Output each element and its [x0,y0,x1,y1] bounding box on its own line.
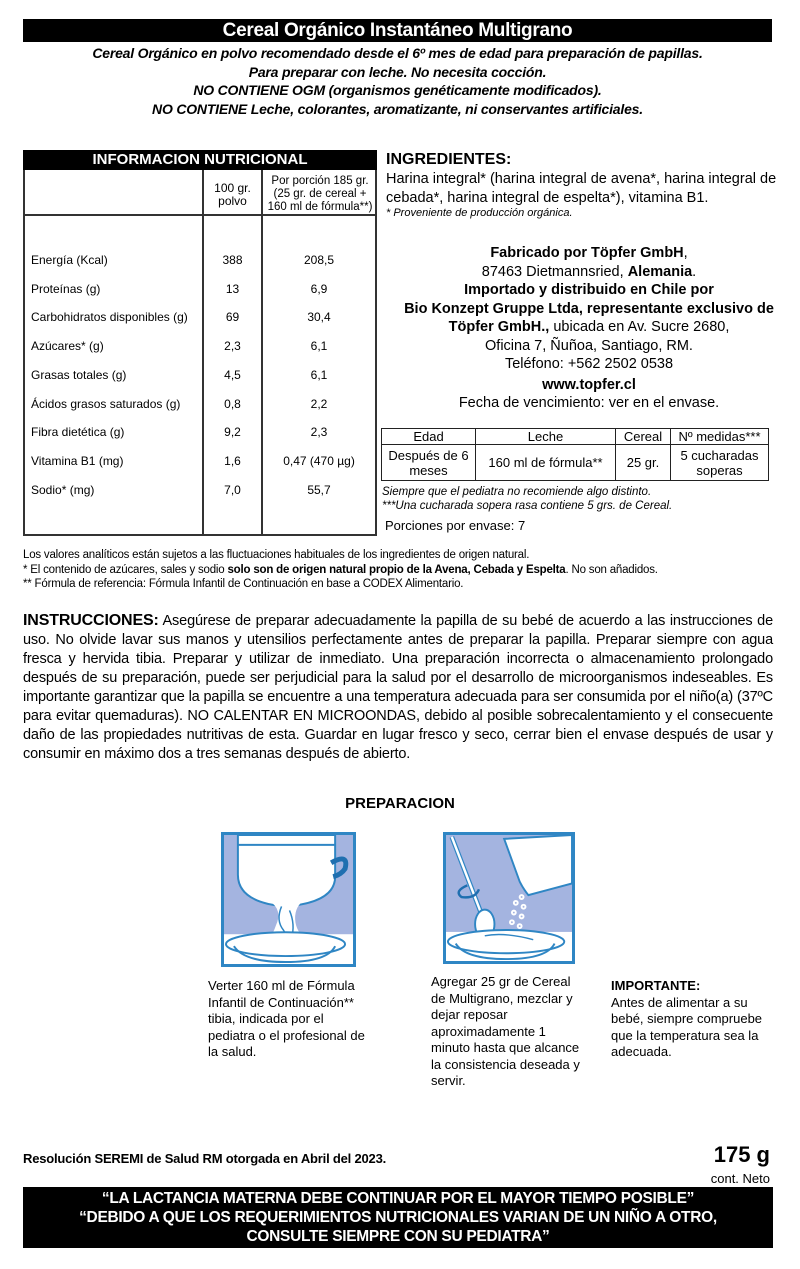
nutrition-table [23,150,377,536]
distributor-name: Töpfer GmbH., [448,319,550,335]
location-line [378,318,800,337]
made-by: Fabricado por Töpfer GmbH [490,245,684,261]
ingredients-heading: INGREDIENTES: [386,151,512,168]
website-link[interactable]: www.topfer.cl [542,376,636,393]
punctuation: , [683,245,688,261]
website-line [378,376,800,395]
country: Alemania [627,263,693,280]
value-per-portion: 2,3 [310,425,328,440]
imported-line [378,281,800,300]
important-note [611,978,781,1061]
nutrition-row [25,480,375,500]
value-per-portion: 2,2 [310,396,328,411]
nutrition-row [25,307,375,327]
footnote-emphasis: solo son de origen natural propio de la Avena, Cebada y Espelta [227,563,566,576]
nutrition-row [25,250,375,270]
net-weight-label: cont. Neto [710,1171,770,1186]
expiry-note: Fecha de vencimiento: ver en el envase. [458,395,720,411]
dosage-notes [382,485,672,513]
preparation-step-2: Agregar 25 gr de Cereal de Multigrano, mezclar y dejar reposar aproximadamente 1 minuto hasta que alcance la consistencia deseada y servir. [431,974,580,1088]
dosage-note: ***Una cucharada sopera rasa contiene 5 grs. de Cereal. [382,500,673,512]
dosage-age: Después de 6 meses [382,445,476,481]
address-line [378,263,800,282]
dosage-milk: 160 ml de fórmula** [476,445,616,481]
banner-line: “LA LACTANCIA MATERNA DEBE CONTINUAR POR EL MAYOR TIEMPO POSIBLE” [101,1190,695,1207]
product-title: Cereal Orgánico Instantáneo Multigrano [23,19,772,42]
column-header-per-100g: 100 gr. polvo [214,181,251,208]
nutrient-name: Azúcares* (g) [31,339,104,354]
nutrition-row [25,451,375,471]
value-per-100g: 1,6 [224,453,241,468]
distributor-line [378,300,800,319]
nutrition-row [25,422,375,442]
value-per-portion: 55,7 [307,482,331,497]
net-weight: 175 g [713,1142,770,1167]
dosage-header: Edad [382,429,476,445]
seremi-resolution: Resolución SEREMI de Salud RM otorgada en Abril del 2023. [23,1151,387,1166]
ingredients-text: Harina integral* (harina integral de avena*, harina integral de cebada*, harina integral de espelta*), vitamina B1. [386,171,777,206]
made-by-line [378,244,800,263]
value-per-portion: 6,1 [310,367,328,382]
footnote: ** Fórmula de referencia: Fórmula Infantil de Continuación en base a CODEX Alimentario. [23,578,464,590]
phone: Teléfono: +562 2502 0538 [504,356,674,372]
nutrition-row [25,336,375,356]
location: ubicada en Av. Sucre 2680, [549,319,730,335]
nutrient-name: Fibra dietética (g) [31,425,125,440]
nutrient-name: Energía (Kcal) [31,253,108,267]
value-per-portion: 208,5 [303,253,335,267]
nutrient-name: Sodio* (mg) [31,482,95,497]
dosage-note: Siempre que el pediatra no recomiende algo distinto. [382,486,652,498]
banner-line: CONSULTE SIEMPRE CON SU PEDIATRA” [246,1228,550,1245]
breastfeeding-banner [23,1187,773,1248]
intro-line: NO CONTIENE OGM (organismos genéticamente modificados). [193,82,602,98]
value-per-100g: 0,8 [224,396,241,411]
nutrient-name: Vitamina B1 (mg) [31,453,124,468]
distributor: Bio Konzept Gruppe Ltda, representante exclusivo de [404,300,774,317]
product-intro [23,44,772,118]
nutrient-name: Ácidos grasos saturados (g) [31,396,181,411]
pour-milk-illustration [221,832,356,967]
footnotes [23,548,783,592]
imported-by: Importado y distribuido en Chile por [464,282,714,298]
footnote-text: . No son añadidos. [565,563,658,576]
preparation-step-1: Verter 160 ml de Fórmula Infantil de Continuación** tibia, indicada por el pediatra o el profesional de la salud. [208,978,365,1059]
footnote [23,563,783,578]
value-per-portion: 0,47 (470 µg) [283,453,355,468]
intro-line: NO CONTIENE Leche, colorantes, aromatizante, ni conservantes artificiales. [152,100,643,117]
manufacturer-info [378,244,800,413]
dosage-measures: 5 cucharadas soperas [671,445,769,481]
nutrition-row [25,365,375,385]
address: 87463 Dietmannsried, [481,263,628,280]
dosage-table [381,428,769,481]
important-text: Antes de alimentar a su bebé, siempre compruebe que la temperatura sea la adecuada. [611,994,763,1059]
dosage-header: Cereal [616,429,671,445]
nutrient-name: Proteínas (g) [31,281,101,296]
value-per-portion: 6,9 [310,281,328,296]
intro-line: Cereal Orgánico en polvo recomendado desde el 6º mes de edad para preparación de papillas. [92,45,703,61]
intro-line: Para preparar con leche. No necesita cocción. [248,63,547,80]
column-header-per-portion: Por porción 185 gr. (25 gr. de cereal + 160 ml de fórmula**) [267,175,373,213]
add-cereal-icon [446,835,572,961]
value-per-100g: 69 [225,310,240,325]
nutrition-row [25,279,375,299]
instructions-text: Asegúrese de preparar adecuadamente la papilla de su bebé de acuerdo a las instrucciones de uso. No olvide lavar sus manos y utensilios perfectamente antes de preparar la papilla. Preparar siempre con agua fresca y hervida tibia. Preparar y utilizar de inmediato. Una preparación incorrecta o almacenamiento prolongado después de su preparación, puede ser perjudicial para la salud por el desarrollo de microorganismos indeseables. Es importante garantizar que la papilla se encuentre a una temperatura adecuada para ser consumida por el niño(a) (37ºC para evitar quemaduras). NO CALENTAR EN MICROONDAS, debido al posible sobrecalentamiento y el consecuente daño de las propiedades nutritivas de esta. Guardar en lugar fresco y seco, cerrar bien el envase después de usar y consumir en máximo dos a tres semanas después de abierto. [23,613,773,762]
value-per-100g: 388 [222,253,243,267]
dosage-header-row [382,429,769,445]
portions-per-package: Porciones por envase: 7 [385,518,526,533]
ingredients-note: * Proveniente de producción orgánica. [386,207,573,219]
value-per-portion: 6,1 [310,339,328,354]
preparation-heading: PREPARACION [345,795,455,812]
dosage-cereal: 25 gr. [616,445,671,481]
instructions [23,611,773,764]
value-per-100g: 4,5 [224,367,241,382]
dosage-row [382,445,769,481]
punctuation: . [692,263,697,280]
nutrient-name: Grasas totales (g) [31,367,127,382]
nutrition-heading: INFORMACION NUTRICIONAL [23,150,377,170]
important-heading: IMPORTANTE: [611,978,701,993]
add-cereal-illustration [443,832,575,964]
banner-line: “DEBIDO A QUE LOS REQUERIMIENTOS NUTRICIONALES VARIAN DE UN NIÑO A OTRO, [79,1209,717,1226]
header-divider [25,214,375,216]
footnote-text: * El contenido de azúcares, sales y sodio [23,563,228,576]
value-per-100g: 13 [225,281,240,296]
footnote: Los valores analíticos están sujetos a las fluctuaciones habituales de los ingredientes de origen natural. [23,549,530,561]
nutrient-name: Carbohidratos disponibles (g) [31,310,188,325]
value-per-100g: 2,3 [224,339,241,354]
dosage-header: Nº medidas*** [671,429,769,445]
location-line-2: Oficina 7, Ñuñoa, Santiago, RM. [485,337,693,354]
dosage-header: Leche [476,429,616,445]
instructions-heading: INSTRUCCIONES: [23,612,159,629]
value-per-portion: 30,4 [307,310,331,325]
value-per-100g: 7,0 [224,482,241,497]
value-per-100g: 9,2 [224,425,241,440]
nutrition-row [25,394,375,414]
pour-milk-icon [224,835,353,964]
